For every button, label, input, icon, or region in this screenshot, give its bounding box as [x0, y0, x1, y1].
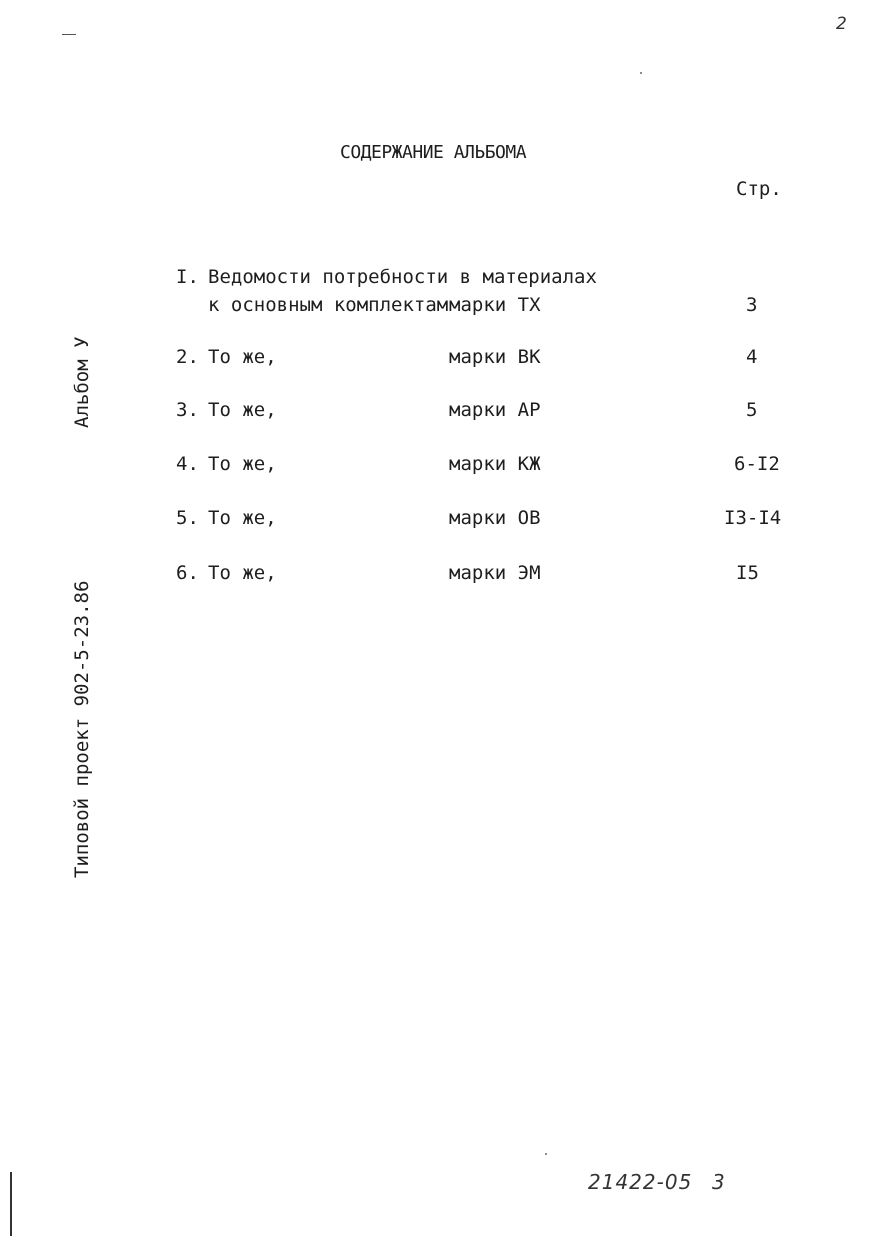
entry-description: То же,	[208, 507, 277, 529]
side-project-label: Типовой проект 902-5-23.86	[71, 580, 93, 878]
entry-number: 5.	[176, 507, 199, 529]
entry-page: 3	[746, 294, 758, 316]
page-column-header: Стр.	[736, 178, 782, 200]
entry-mark: марки АР	[449, 399, 541, 421]
side-album-label: Альбом У	[71, 336, 93, 428]
entry-mark: марки ВК	[449, 346, 541, 368]
entry-mark: марки КЖ	[449, 453, 541, 475]
entry-page: I5	[736, 562, 759, 584]
entry-page: I3-I4	[724, 507, 782, 529]
entry-number: 6.	[176, 562, 199, 584]
sheet-number: 3	[712, 1170, 725, 1194]
entry-description: То же,	[208, 562, 277, 584]
entry-mark: марки ТХ	[449, 294, 541, 316]
scan-speck	[545, 1153, 547, 1155]
entry-description: То же,	[208, 346, 277, 368]
entry-mark: марки ОВ	[449, 507, 541, 529]
entry-description-continued: к основным комплектам	[208, 294, 449, 316]
entry-number: 2.	[176, 346, 199, 368]
entry-page: 6-I2	[734, 453, 780, 475]
scan-mark	[62, 34, 76, 35]
document-code: 21422-05	[588, 1170, 693, 1194]
entry-number: I.	[176, 266, 199, 288]
entry-number: 3.	[176, 399, 199, 421]
entry-description: То же,	[208, 453, 277, 475]
entry-page: 4	[746, 346, 758, 368]
entry-description: Ведомости потребности в материалах	[208, 266, 597, 288]
entry-number: 4.	[176, 453, 199, 475]
binding-edge-line	[10, 1172, 12, 1236]
scan-speck	[640, 72, 642, 74]
entry-page: 5	[746, 399, 758, 421]
entry-description: То же,	[208, 399, 277, 421]
page-title: СОДЕРЖАНИЕ АЛЬБОМА	[340, 142, 527, 163]
entry-mark: марки ЭМ	[449, 562, 541, 584]
page-number: 2	[836, 14, 847, 34]
